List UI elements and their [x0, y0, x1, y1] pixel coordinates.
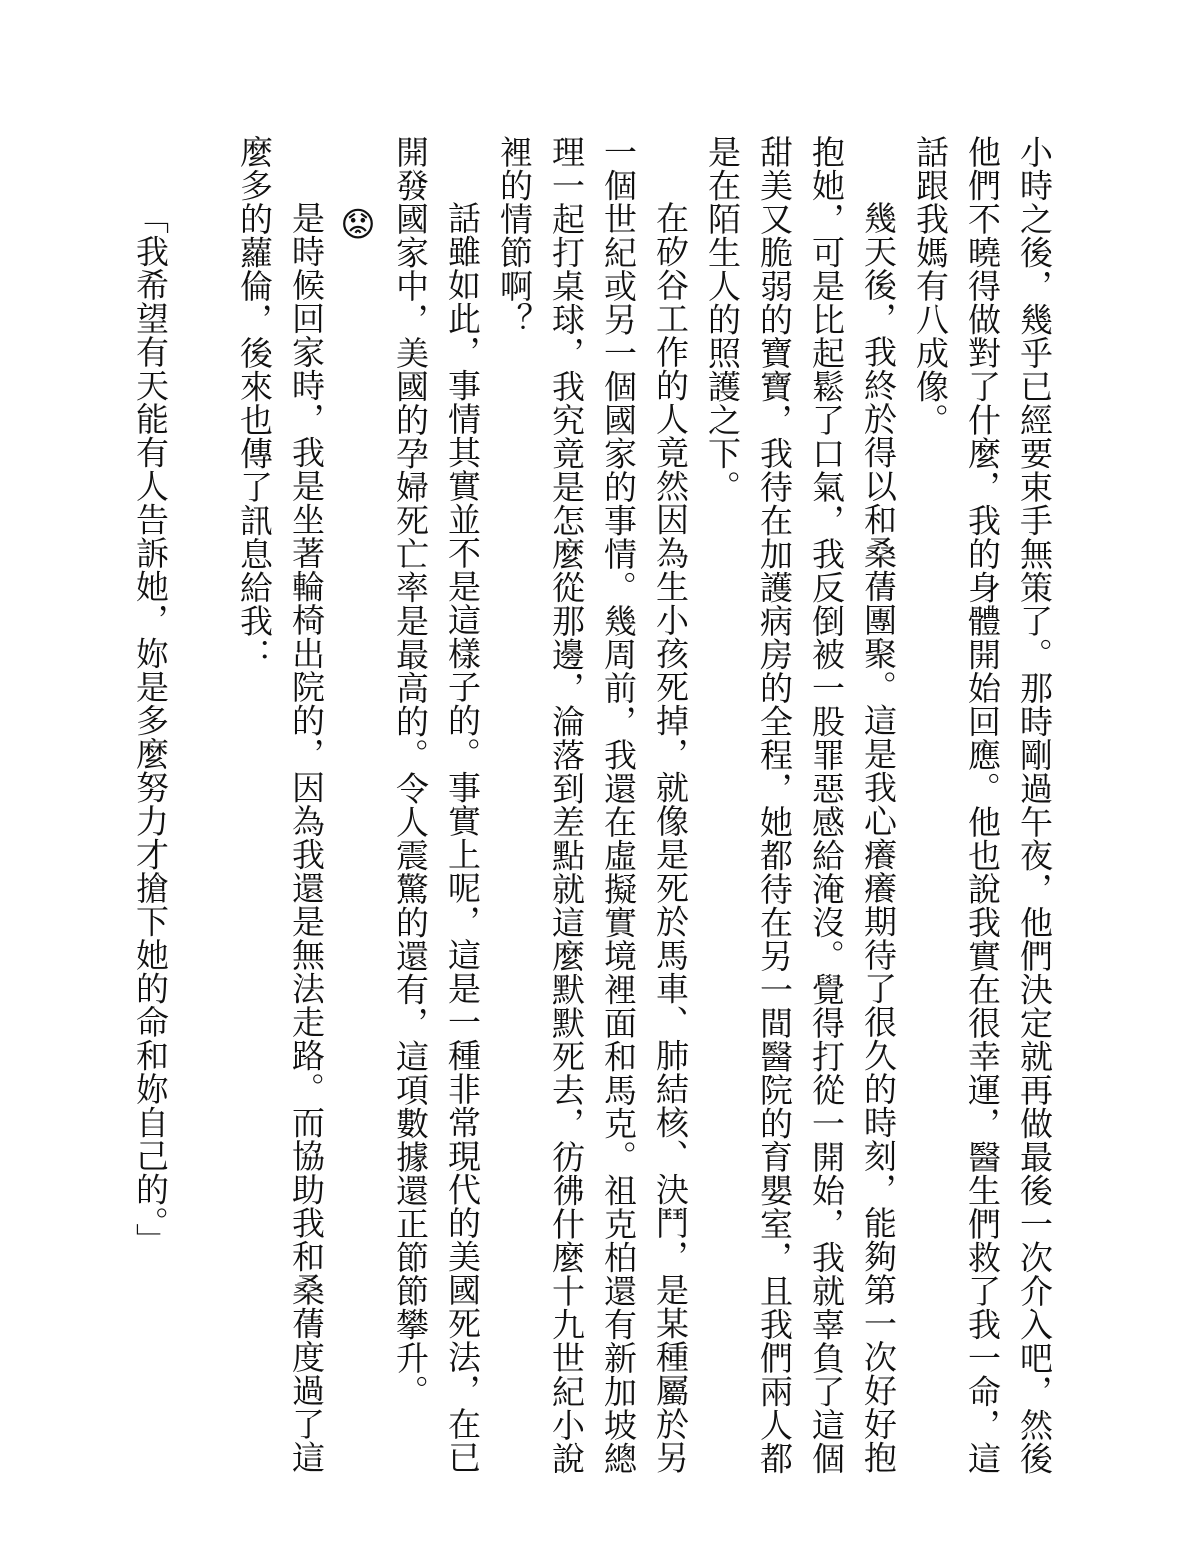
paragraph-5: 是時候回家時，我是坐著輪椅出院的，因為我還是無法走路。而協助我和桑蒨度過了這麼多的蘿倫，後來也傳了訊息給我： — [235, 135, 326, 1474]
sad-face-icon: 😟 — [338, 205, 378, 246]
section-separator — [332, 135, 384, 1475]
paragraph-3: 在矽谷工作的人竟然因為生小孩死掉，就像是死於馬車、肺結核、決鬥，是某種屬於另一個世紀或另一個國家的事情。幾周前，我還在虛擬實境裡面和馬克。祖克柏還有新加坡總理一起打桌球，我究竟是怎麼從那邊，淪落到差點就這麼默默死去，彷彿什麼十九世紀小說裡的情節啊？ — [495, 135, 690, 1475]
paragraph-1: 小時之後，幾乎已經要束手無策了。那時剛過午夜，他們決定就再做最後一次介入吧，然後他們不曉得做對了什麼，我的身體開始回應。他也說我實在很幸運，醫生們救了我一命，這話跟我媽有八成像。 — [911, 135, 1054, 1475]
paragraph-2: 幾天後，我終於得以和桑蒨團聚。這是我心癢癢期待了很久的時刻，能夠第一次好好抱抱她，可是比起鬆了口氣，我反倒被一股罪惡感給淹沒。覺得打從一開始，我就辜負了這個甜美又脆弱的寶寶，我待在加護病房的全程，她都待在另一間醫院的育嬰室，且我們兩人都是在陌生人的照護之下。 — [703, 135, 898, 1475]
paragraph-6: 「我希望有天能有人告訴她，妳是多麼努力才搶下她的命和妳自己的。」 — [131, 201, 170, 1257]
paragraph-4: 話雖如此，事情其實並不是這樣子的。事實上呢，這是一種非常現代的美國死法，在已開發國家中，美國的孕婦死亡率是最高的。令人震驚的還有，這項數據還正節節攀升。 — [391, 135, 482, 1474]
vertical-text-body — [124, 135, 1060, 1475]
